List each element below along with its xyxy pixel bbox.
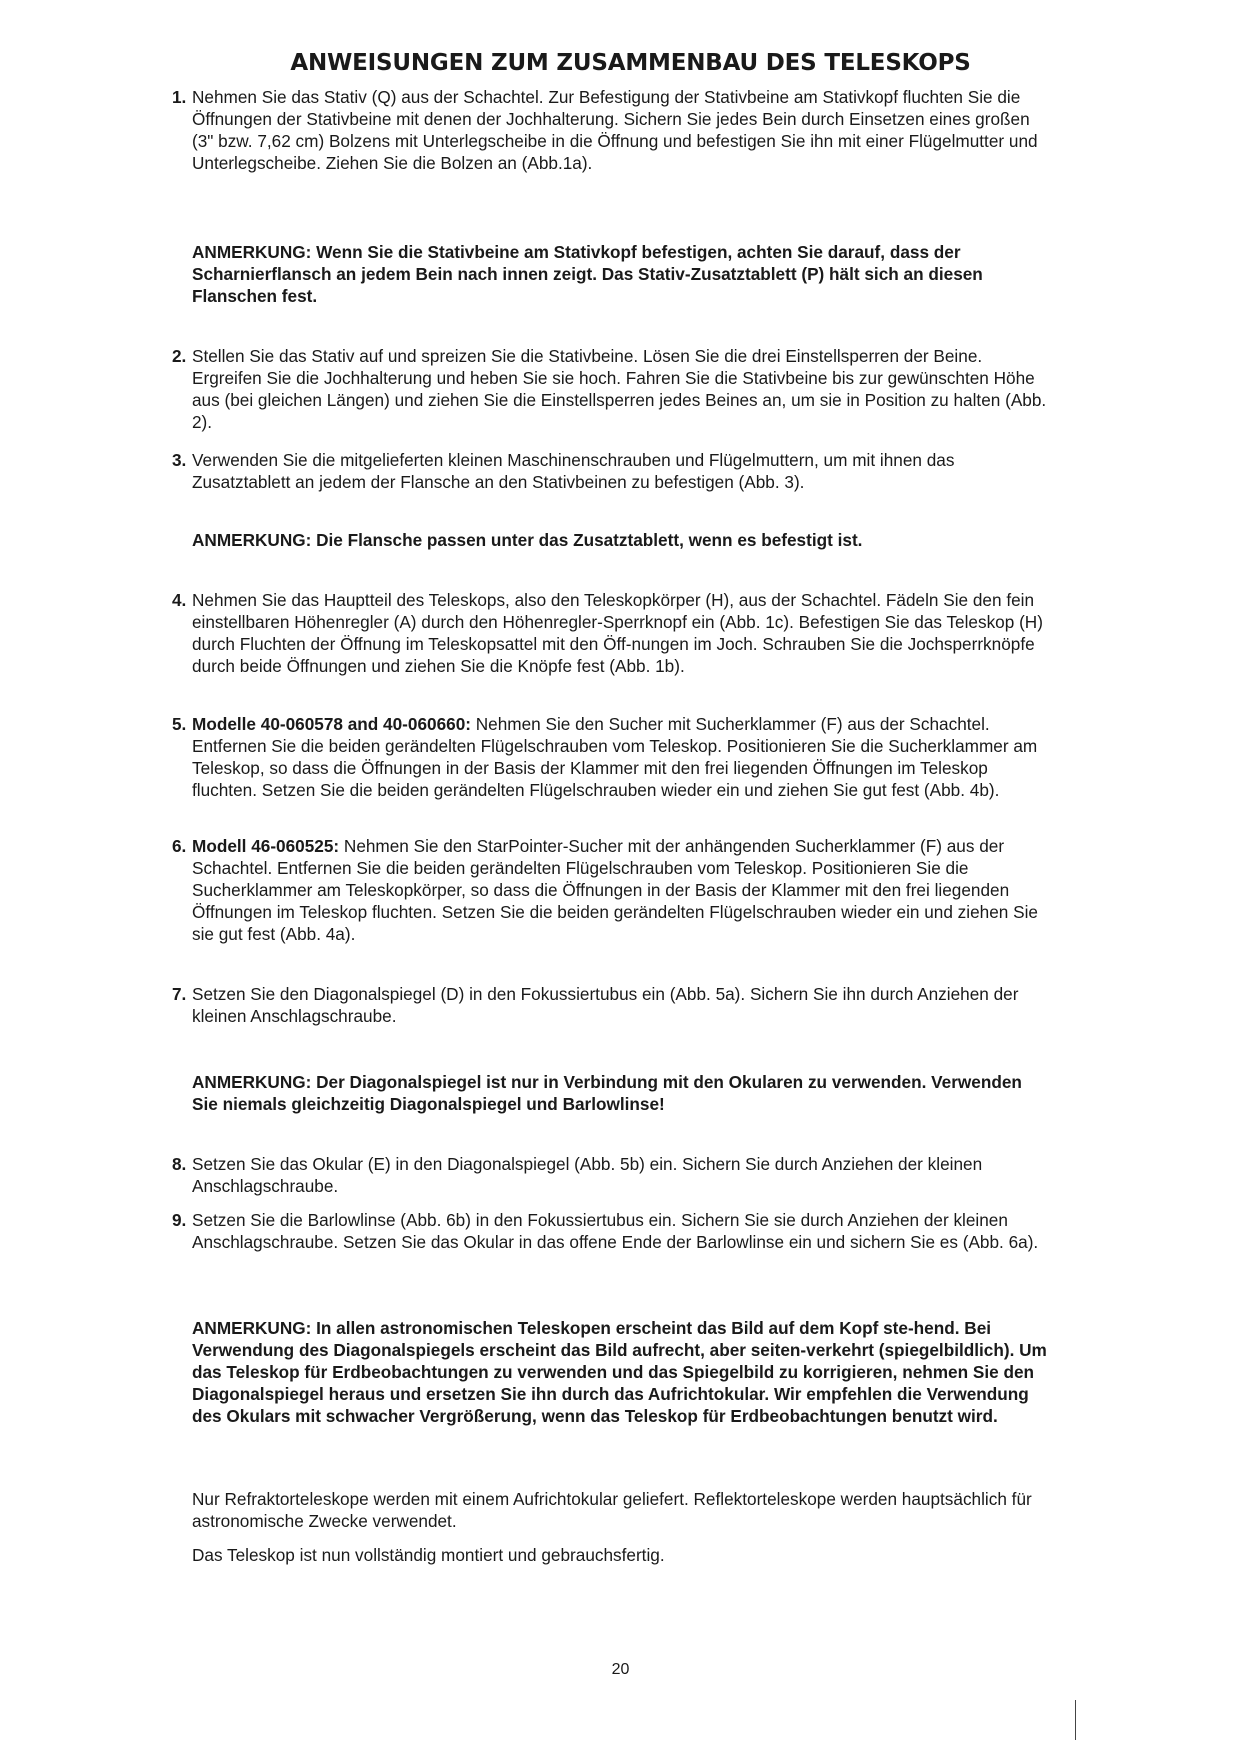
step-2 bbox=[172, 345, 1052, 433]
step-text: Stellen Sie das Stativ auf und spreizen Sie die Stativbeine. Lösen Sie die drei Einstellsperren der Beine. Ergreifen Sie die Jochhalterung und heben Sie sie hoch. Fahren Sie die Stativbeine bis zur gewünschten Höhe aus (bei gleichen Längen) und ziehen Sie die Einstellsperren jedes Beines an, um sie in Position zu halten (Abb. 2). bbox=[192, 346, 1047, 432]
step-number: 6. bbox=[172, 836, 187, 856]
step-lead: Modelle 40-060578 and 40-060660: bbox=[192, 714, 471, 734]
step-4 bbox=[172, 589, 1052, 677]
step-6 bbox=[172, 835, 1052, 945]
step-text: Verwenden Sie die mitgelieferten kleinen Maschinenschrauben und Flügelmuttern, um mit ihnen das Zusatztablett an jedem der Flansche an den Stativbeinen zu befestigen (Abb. 3). bbox=[192, 450, 955, 492]
step-text: Nehmen Sie das Stativ (Q) aus der Schachtel. Zur Befestigung der Stativbeine am Stativkopf fluchten Sie die Öffnungen der Stativbeine mit denen der Jochhalterung. Sichern Sie jedes Bein durch Einsetzen eines großen (3" bzw. 7,62 cm) Bolzens mit Unterlegscheibe in die Öffnung und befestigen Sie ihn mit einer Flügelmutter und Unterlegscheibe. Ziehen Sie die Bolzen an (Abb.1a). bbox=[192, 87, 1038, 173]
step-1 bbox=[172, 86, 1052, 174]
closing-paragraph-1: Nur Refraktorteleskope werden mit einem Aufrichtokular geliefert. Reflektorteleskope werden hauptsächlich für astronomische Zwecke verwendet. bbox=[192, 1489, 1032, 1531]
step-number: 3. bbox=[172, 450, 187, 470]
closing-paragraph-2: Das Teleskop ist nun vollständig montiert und gebrauchsfertig. bbox=[192, 1545, 665, 1565]
step-5 bbox=[172, 713, 1052, 801]
step-7 bbox=[172, 983, 1052, 1027]
step-text: Nehmen Sie den StarPointer-Sucher mit der anhängenden Sucherklammer (F) aus der Schachtel. Entfernen Sie die beiden gerändelten Flügelschrauben vom Teleskop. Positionieren Sie die Sucherklammer am Teleskopkörper, so dass die Öffnungen in der Basis der Klammer mit den frei liegenden Öffnungen im Teleskop fluchten. Setzen Sie die beiden gerändelten Flügelschrauben wieder ein und ziehen Sie sie gut fest (Abb. 4a). bbox=[192, 836, 1038, 944]
step-number: 8. bbox=[172, 1154, 187, 1174]
margin-mark bbox=[1075, 1700, 1076, 1740]
note-3: ANMERKUNG: Der Diagonalspiegel ist nur in Verbindung mit den Okularen zu verwenden. Verwenden Sie niemals gleichzeitig Diagonalspiegel und Barlowlinse! bbox=[192, 1072, 1022, 1114]
step-text: Nehmen Sie den Sucher mit Sucherklammer (F) aus der Schachtel. Entfernen Sie die beiden gerändelten Flügelschrauben vom Teleskop. Positionieren Sie die Sucherklammer am Teleskop, so dass die Öffnungen in der Basis der Klammer mit den frei liegenden Öffnungen im Teleskop fluchten. Setzen Sie die beiden gerändelten Flügelschrauben wieder ein und ziehen Sie gut fest (Abb. 4b). bbox=[192, 714, 1038, 800]
step-text: Nehmen Sie das Hauptteil des Teleskops, also den Teleskopkörper (H), aus der Schachtel. Fädeln Sie den fein einstellbaren Höhenregler (A) durch den Höhenregler-Sperrknopf ein (Abb. 1c). Befestigen Sie das Teleskop (H) durch Fluchten der Öffnung im Teleskopsattel mit den Öff-nungen im Joch. Schrauben Sie die Jochsperrknöpfe durch beide Öffnungen und ziehen Sie die Knöpfe fest (Abb. 1b). bbox=[192, 590, 1043, 676]
step-number: 2. bbox=[172, 346, 187, 366]
step-text: Setzen Sie die Barlowlinse (Abb. 6b) in den Fokussiertubus ein. Sichern Sie sie durch Anziehen der kleinen Anschlagschraube. Setzen Sie das Okular in das offene Ende der Barlowlinse ein und sichern Sie es (Abb. 6a). bbox=[192, 1210, 1039, 1252]
note-1: ANMERKUNG: Wenn Sie die Stativbeine am Stativkopf befestigen, achten Sie darauf, dass der Scharnierflansch an jedem Bein nach innen zeigt. Das Stativ-Zusatztablett (P) hält sich an diesen Flanschen fest. bbox=[192, 242, 983, 306]
step-number: 7. bbox=[172, 984, 187, 1004]
step-lead: Modell 46-060525: bbox=[192, 836, 340, 856]
step-9 bbox=[172, 1209, 1052, 1253]
page-title: ANWEISUNGEN ZUM ZUSAMMENBAU DES TELESKOPS bbox=[290, 50, 971, 76]
step-3 bbox=[172, 449, 1052, 493]
step-number: 5. bbox=[172, 714, 187, 734]
note-4: ANMERKUNG: In allen astronomischen Teleskopen erscheint das Bild auf dem Kopf ste-hend. Bei Verwendung des Diagonalspiegels erscheint das Bild aufrecht, aber seiten-verkehrt (spiegelbildlich). Um das Teleskop für Erdbeobachtungen zu verwenden und das Spiegelbild zu korrigieren, nehmen Sie den Diagonalspiegel heraus und ersetzen Sie ihn durch das Aufrichtokular. Wir empfehlen die Verwendung des Okulars mit schwacher Vergrößerung, wenn das Teleskop für Erdbeobachtungen benutzt wird. bbox=[192, 1318, 1047, 1426]
step-number: 1. bbox=[172, 87, 187, 107]
step-text: Setzen Sie das Okular (E) in den Diagonalspiegel (Abb. 5b) ein. Sichern Sie durch Anziehen der kleinen Anschlagschraube. bbox=[192, 1154, 983, 1196]
step-8 bbox=[172, 1153, 1052, 1197]
note-2: ANMERKUNG: Die Flansche passen unter das Zusatztablett, wenn es befestigt ist. bbox=[192, 530, 863, 550]
step-number: 9. bbox=[172, 1210, 187, 1230]
page-number: 20 bbox=[611, 1661, 630, 1678]
step-number: 4. bbox=[172, 590, 187, 610]
step-text: Setzen Sie den Diagonalspiegel (D) in den Fokussiertubus ein (Abb. 5a). Sichern Sie ihn durch Anziehen der kleinen Anschlagschraube. bbox=[192, 984, 1019, 1026]
